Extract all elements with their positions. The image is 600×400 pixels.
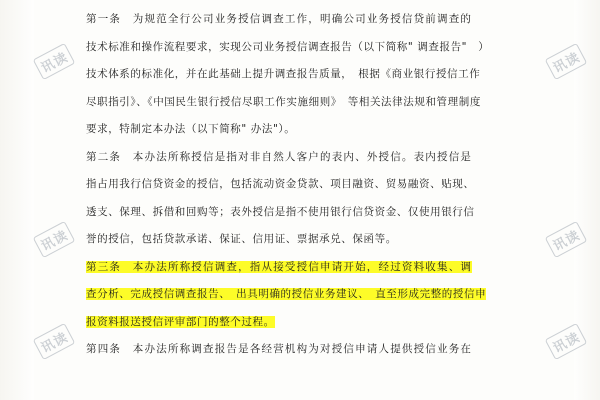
paragraph-line: 第二条 本办法所称授信是指对非自然人客户的表内、外授信。表内授信是 — [86, 150, 473, 163]
paragraph-line: 技术体系的标准化，并在此基础上提升调查报告质量， 根据《商业银行授信工作 — [86, 68, 481, 80]
paragraph-article-1 — [86, 6, 548, 144]
watermark: 讯读 — [545, 43, 588, 80]
watermark: 讯读 — [545, 221, 588, 258]
highlighted-text: 报资料报送授信评审部门的整个过程。 — [86, 315, 275, 328]
paragraph-line: 第一条 为规范全行公司业务授信调查工作，明确公司业务授信贷前调查的 — [86, 13, 473, 25]
watermark: 讯读 — [33, 43, 76, 80]
paragraph-line: 尽职指引》、《中国民生银行授信尽职工作实施细则》 等相关法律法规和管理制度 — [86, 95, 481, 108]
highlighted-text: 查分析、完成授信调查报告、 出具明确的授信业务建议、 直至形成完整的授信申 — [86, 288, 487, 300]
highlighted-text: 第三条 本办法所称授信调查，指从接受授信申请开始，经过资料收集、调 — [86, 260, 473, 273]
watermark: 讯读 — [33, 221, 76, 258]
watermark: 讯读 — [545, 323, 588, 360]
paragraph-article-4 — [86, 336, 548, 364]
paragraph-line: 技术标准和操作流程要求，实现公司业务授信调查报告（以下简称" 调查报告" ） — [86, 40, 490, 53]
paragraph-line: 指占用我行信贷资金的授信，包括流动资金贷款、项目融资、贸易融资、贴现、 — [86, 178, 475, 190]
paragraph-line: 第四条 本办法所称调查报告是各经营机构为对授信申请人提供授信业务在 — [86, 343, 473, 355]
paragraph-line: 誉的授信，包括贷款承诺、保证、信用证、票据承兑、保函等。 — [86, 233, 397, 245]
paragraph-article-3-highlighted — [86, 254, 548, 337]
paragraph-line: 要求，特制定本办法（以下简称" 办法"）。 — [86, 123, 296, 135]
paragraph-line: 透支、保理、拆借和回购等；表外授信是指不使用银行信贷资金、仅使用银行信 — [86, 205, 475, 218]
watermark: 讯读 — [33, 323, 76, 360]
paragraph-article-2 — [86, 144, 548, 254]
